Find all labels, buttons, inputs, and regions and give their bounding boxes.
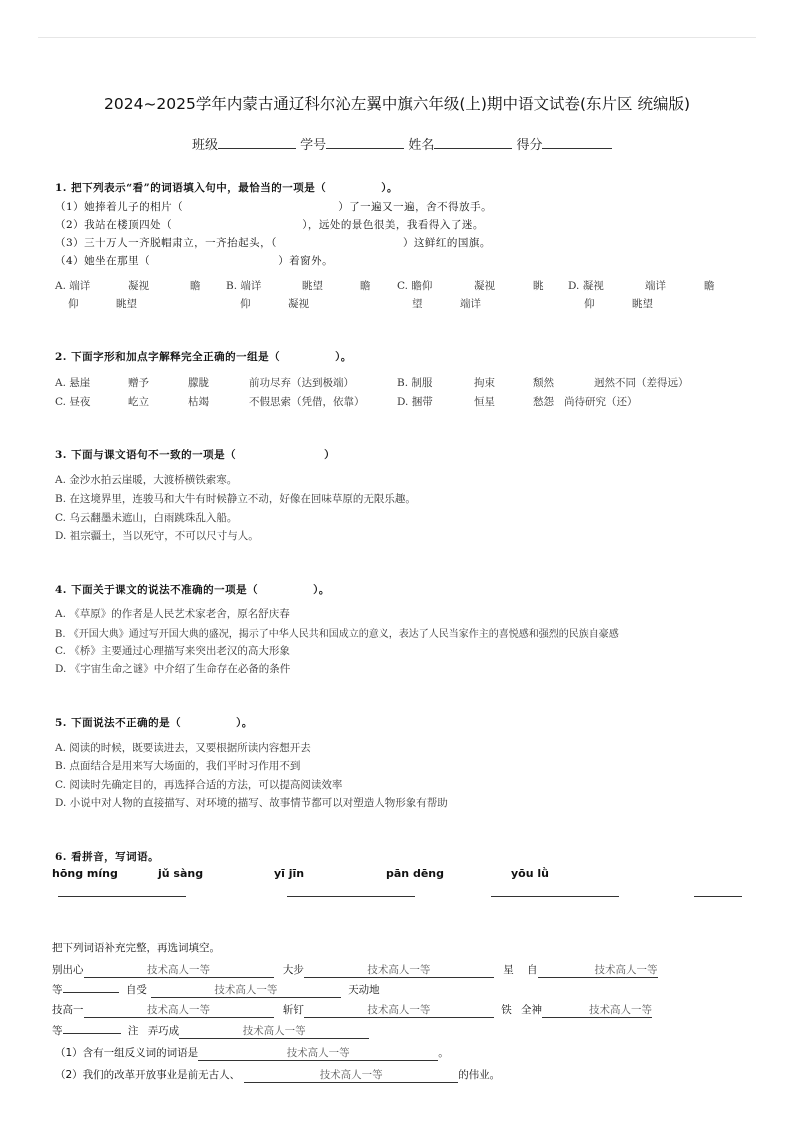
idiom-part: 全神 (521, 1004, 543, 1016)
q1-sentence-2 (55, 217, 484, 232)
q7-intro: 把下列词语补充完整，再选词填空。 (52, 942, 220, 954)
q2-heading: 2. 下面字形和加点字解释完全正确的一组是（ ）。 (55, 351, 352, 363)
q2-option-word: 愁怨 (533, 396, 554, 408)
class-label: 班级 (192, 138, 219, 153)
idiom-part: 技高一 (52, 1004, 84, 1016)
q1-option-c-word: 凝视 (474, 280, 495, 292)
q2-option-c[interactable]: C. 昼夜 (55, 396, 91, 408)
q1-option-b-word: 仰 (240, 298, 251, 310)
page-title: 2024~2025学年内蒙古通辽科尔沁左翼中旗六年级(上)期中语文试卷(东片区 统编版) (104, 95, 690, 113)
idiom-part: 星 (503, 964, 514, 976)
idiom-part: 自 (527, 964, 538, 976)
sentence-text: 。 (438, 1047, 449, 1059)
name-label: 姓名 (408, 138, 435, 153)
pinyin-2: jǔ sàng (158, 867, 204, 880)
idiom-part: 别出心 (52, 964, 84, 976)
pinyin-1: hōng míng (52, 867, 118, 880)
q3-option-b[interactable]: B. 在这境界里，连骏马和大牛有时候静立不动，好像在回味草原的无限乐趣。 (55, 493, 416, 505)
q2-option-word: 枯竭 (188, 396, 209, 408)
q1-s4-after: ）着窗外。 (278, 255, 334, 267)
q1-option-b-word: 瞻 (360, 280, 371, 292)
q2-option-word: 不假思索（凭借，依靠） (249, 396, 365, 408)
idiom-blank[interactable]: 技术高人一等 (304, 1002, 494, 1018)
q1-s1-after: ）了一遍又一遍，舍不得放手。 (338, 201, 493, 213)
answer-line-1[interactable] (58, 896, 186, 897)
q1-option-d-word: 眺望 (632, 298, 653, 310)
q4-option-d[interactable]: D. 《宇宙生命之谜》中介绍了生命存在必备的条件 (55, 663, 291, 675)
q1-option-c-word: 眺 (533, 280, 544, 292)
q2-option-d[interactable]: D. 捆带 (397, 396, 433, 408)
idiom-part: 等 (52, 984, 63, 996)
idiom-part: 铁 (501, 1004, 512, 1016)
q1-option-a-word: 仰 (68, 298, 79, 310)
answer-line-2[interactable] (287, 896, 415, 897)
q1-option-a-word: 瞻 (190, 280, 201, 292)
idiom-blank[interactable]: 技术高人一等 (84, 1002, 274, 1018)
q1-s4-before: （4）她坐在那里（ (55, 255, 151, 267)
q1-heading: 1. 把下列表示“看”的词语填入句中，最恰当的一项是（ ）。 (55, 182, 398, 194)
q2-option-a[interactable]: A. 悬崖 (55, 377, 91, 389)
q1-option-a-word: 凝视 (128, 280, 149, 292)
idiom-blank[interactable]: 技术高人一等 (304, 962, 494, 978)
q1-option-d-word: 端详 (645, 280, 666, 292)
q1-s3-before: （3）三十万人一齐脱帽肃立，一齐抬起头，（ (55, 237, 277, 249)
idiom-blank[interactable]: 技术高人一等 (151, 982, 341, 998)
q2-option-word: 尚待研究（还） (564, 396, 638, 408)
idiom-part: 斩钉 (282, 1004, 304, 1016)
q1-option-a[interactable]: A. 端详 (55, 280, 91, 292)
q1-s2-before: （2）我站在楼顶四处（ (55, 219, 173, 231)
q2-option-word: 朦胧 (188, 377, 209, 389)
q1-sentence-4 (55, 253, 333, 268)
class-field[interactable] (218, 136, 296, 149)
q1-s3-after: ）这鲜红的国旗。 (402, 237, 491, 249)
q5-option-a[interactable]: A. 阅读的时候，既要读进去，又要根据所读内容想开去 (55, 742, 311, 754)
idiom-part: 等 (52, 1025, 63, 1037)
q2-option-word: 赠予 (128, 377, 149, 389)
q2-option-word: 前功尽弃（达到极端） (249, 377, 354, 389)
sentence-blank[interactable]: 技术高人一等 (244, 1067, 458, 1083)
sentence-blank[interactable]: 技术高人一等 (198, 1045, 438, 1061)
pinyin-5: yōu lǜ (511, 867, 549, 880)
q1-s2-after: ），远处的景色很美，我看得入了迷。 (302, 219, 484, 231)
q4-option-b[interactable]: B. 《开国大典》通过写开国大典的盛况，揭示了中华人民共和国成立的意义，表达了人民当家作主的喜悦感和强烈的民族自豪感 (55, 629, 619, 640)
q1-option-d[interactable]: D. 凝视 (568, 280, 604, 292)
idiom-blank-text: 技术高人一等 (594, 964, 658, 976)
q2-option-word: 颓然 (533, 377, 554, 389)
q5-heading: 5. 下面说法不正确的是（ ）。 (55, 717, 253, 729)
q2-option-word: 屹立 (128, 396, 149, 408)
q1-sentence-3 (55, 235, 491, 250)
number-label: 学号 (300, 138, 327, 153)
q1-option-d-word: 瞻 (704, 280, 715, 292)
q1-sentence-1 (55, 199, 492, 214)
q7-sentence-1 (55, 1045, 449, 1061)
q7-row-4 (52, 1023, 369, 1039)
q5-option-b[interactable]: B. 点面结合是用来写大场面的，我们平时习作用不到 (55, 760, 301, 772)
q1-option-c-word: 端详 (460, 298, 481, 310)
idiom-part: 大步 (282, 964, 304, 976)
idiom-blank[interactable]: 技术高人一等 (84, 962, 274, 978)
pinyin-4: pān dēng (386, 867, 444, 880)
q7-row-3 (52, 1002, 652, 1018)
idiom-blank[interactable]: 技术高人一等 (179, 1023, 369, 1039)
q2-option-word: 迥然不同（差得远） (594, 377, 689, 389)
idiom-part: 自受 (125, 984, 147, 996)
q1-option-b-word: 眺望 (302, 280, 323, 292)
q3-option-c[interactable]: C. 乌云翻墨未遮山，白雨跳珠乱入船。 (55, 512, 238, 524)
idiom-blank[interactable] (538, 962, 658, 978)
q1-s1-before: （1）她捧着儿子的相片（ (55, 201, 184, 213)
answer-line-3[interactable] (491, 896, 619, 897)
name-field[interactable] (434, 136, 512, 149)
answer-line-4[interactable] (694, 896, 742, 897)
q6-heading: 6. 看拼音，写词语。 (55, 851, 160, 863)
number-field[interactable] (326, 136, 404, 149)
q4-option-a[interactable]: A. 《草原》的作者是人民艺术家老舍，原名舒庆春 (55, 608, 290, 620)
idiom-blank-text: 技术高人一等 (589, 1004, 653, 1016)
q2-option-word: 恒星 (474, 396, 495, 408)
q1-option-d-word: 仰 (584, 298, 595, 310)
idiom-blank[interactable] (63, 1033, 121, 1034)
sentence-text: （2）我们的改革开放事业是前无古人、 (55, 1069, 241, 1081)
q5-option-c[interactable]: C. 阅读时先确定目的，再选择合适的方法，可以提高阅读效率 (55, 779, 343, 791)
idiom-part: 弄巧成 (147, 1025, 180, 1037)
q2-option-word: 拘束 (474, 377, 495, 389)
q1-option-c-word: 望 (412, 298, 423, 310)
q3-option-a[interactable]: A. 金沙水拍云崖暖，大渡桥横铁索寒。 (55, 474, 238, 486)
idiom-blank[interactable] (542, 1002, 652, 1018)
top-divider (38, 37, 756, 38)
q4-heading: 4. 下面关于课文的说法不准确的一项是（ ）。 (55, 584, 330, 596)
q2-option-b[interactable]: B. 制服 (397, 377, 433, 389)
score-field[interactable] (542, 136, 612, 149)
score-label: 得分 (516, 138, 543, 153)
sentence-text: 的伟业。 (458, 1069, 501, 1081)
idiom-blank[interactable] (63, 992, 119, 993)
sentence-text: （1）含有一组反义词的词语是 (55, 1047, 199, 1059)
q1-option-b-word: 凝视 (288, 298, 309, 310)
idiom-part: 注 (127, 1025, 139, 1037)
student-info-row (192, 134, 612, 153)
q7-row-2 (52, 982, 380, 998)
q3-option-d[interactable]: D. 祖宗疆土，当以死守，不可以尺寸与人。 (55, 530, 259, 542)
q1-option-b[interactable]: B. 端详 (226, 280, 262, 292)
pinyin-3: yī jīn (274, 867, 305, 880)
q1-option-a-word: 眺望 (116, 298, 137, 310)
q3-heading: 3. 下面与课文语句不一致的一项是（ ） (55, 449, 336, 461)
idiom-part: 天动地 (348, 984, 380, 996)
q7-sentence-2 (55, 1067, 500, 1083)
q4-option-c[interactable]: C. 《桥》主要通过心理描写来突出老汉的高大形象 (55, 645, 290, 657)
q5-option-d[interactable]: D. 小说中对人物的直接描写、对环境的描写、故事情节都可以对塑造人物形象有帮助 (55, 797, 448, 809)
q7-row-1 (52, 962, 658, 978)
q1-option-c[interactable]: C. 瞻仰 (397, 280, 433, 292)
